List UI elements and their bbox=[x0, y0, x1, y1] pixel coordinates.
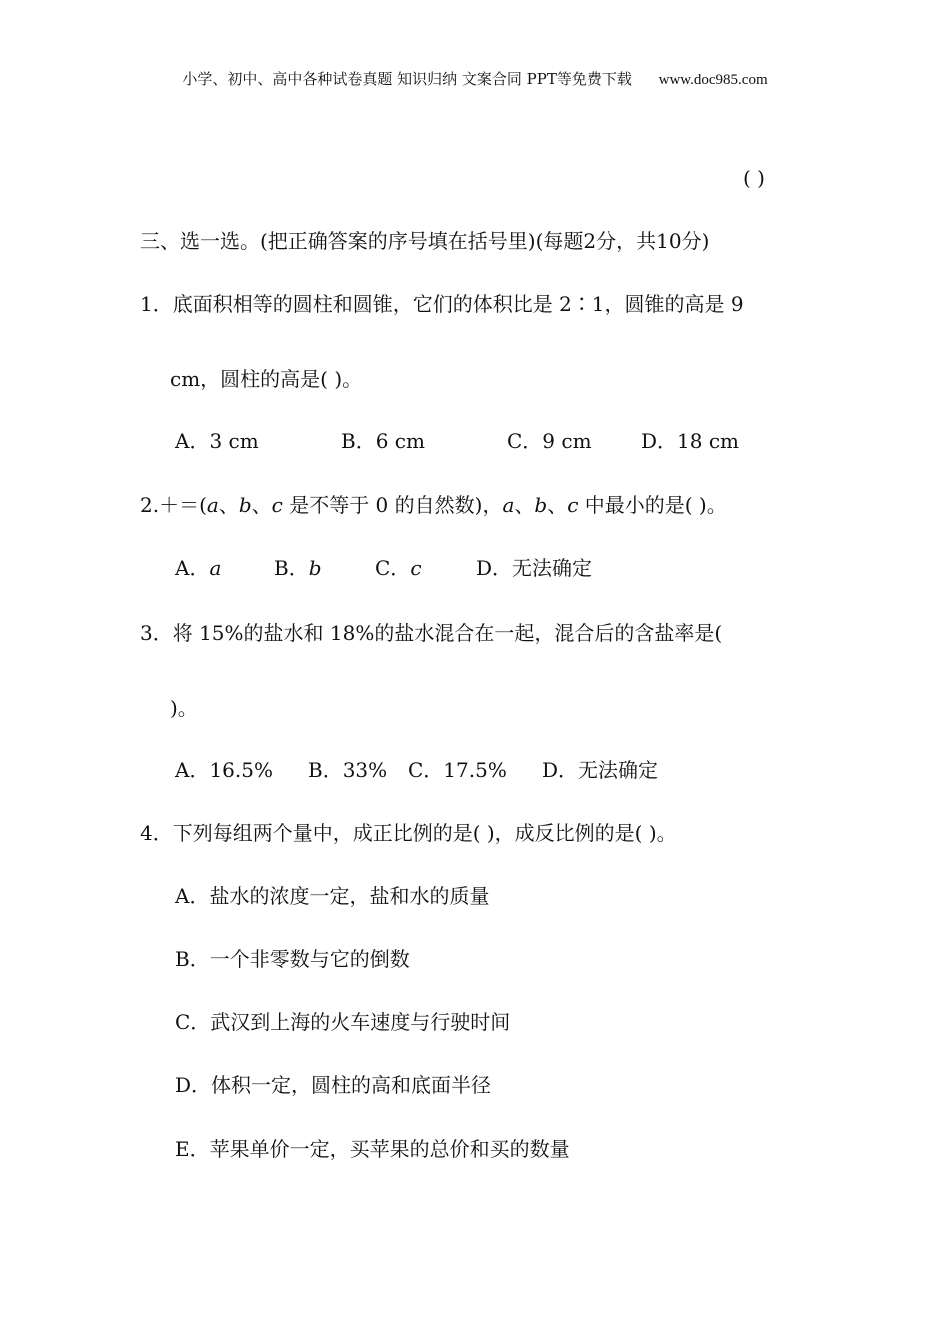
q2-sep: 、 bbox=[251, 493, 272, 517]
option-value: a bbox=[209, 556, 222, 580]
option-c: C．17.5% bbox=[408, 758, 507, 782]
question-1-options bbox=[175, 427, 739, 455]
option-a: A．16.5% bbox=[175, 758, 273, 782]
q2-var-b: b bbox=[238, 493, 252, 517]
option-label: C． bbox=[375, 556, 411, 580]
question-1-line-1: 1．底面积相等的圆柱和圆锥，它们的体积比是 2∶1，圆锥的高是 9 bbox=[140, 292, 744, 316]
option-label: D．无法确定 bbox=[476, 556, 593, 580]
q2-var-c: c bbox=[567, 493, 579, 517]
header-url: www.doc985.com bbox=[658, 72, 768, 88]
question-3-line-1: 3．将 15%的盐水和 18%的盐水混合在一起，混合后的含盐率是( bbox=[140, 621, 723, 645]
q2-suffix: 中最小的是( )。 bbox=[578, 493, 727, 517]
question-1-line-2: cm，圆柱的高是( )。 bbox=[170, 367, 363, 391]
q2-var-b: b bbox=[534, 493, 548, 517]
question-2-options bbox=[175, 554, 592, 582]
q2-var-a: a bbox=[206, 493, 219, 517]
option-c bbox=[375, 554, 476, 582]
q2-mid: 是不等于 0 的自然数)， bbox=[282, 493, 503, 517]
q2-var-a: a bbox=[502, 493, 515, 517]
question-4-option-c: C．武汉到上海的火车速度与行驶时间 bbox=[175, 1010, 511, 1034]
option-b: B．33% bbox=[308, 758, 388, 782]
question-4-option-e: E．苹果单价一定，买苹果的总价和买的数量 bbox=[175, 1137, 570, 1161]
question-4-option-d: D．体积一定，圆柱的高和底面半径 bbox=[175, 1073, 492, 1097]
q2-prefix: 2.＋＝( bbox=[140, 493, 207, 517]
option-a bbox=[175, 554, 274, 582]
option-value: c bbox=[410, 556, 422, 580]
q2-sep: 、 bbox=[218, 493, 239, 517]
question-3-line-2: )。 bbox=[170, 696, 198, 720]
q2-sep: 、 bbox=[514, 493, 535, 517]
option-d: D．18 cm bbox=[641, 429, 740, 453]
option-d bbox=[476, 554, 592, 582]
header-text: 小学、初中、高中各种试卷真题 知识归纳 文案合同 PPT等免费下载 bbox=[182, 70, 632, 88]
section-title: 三、选一选。(把正确答案的序号填在括号里)(每题2分，共10分) bbox=[140, 229, 710, 253]
question-4-option-b: B．一个非零数与它的倒数 bbox=[175, 947, 410, 971]
option-label: A． bbox=[175, 556, 210, 580]
option-value: b bbox=[308, 556, 322, 580]
answer-parenthesis: ( ) bbox=[743, 166, 765, 190]
question-4-option-a: A．盐水的浓度一定，盐和水的质量 bbox=[175, 884, 490, 908]
page-header bbox=[0, 68, 950, 89]
option-label: B． bbox=[274, 556, 309, 580]
option-d: D．无法确定 bbox=[542, 758, 659, 782]
q2-sep: 、 bbox=[547, 493, 568, 517]
option-b: B．6 cm bbox=[341, 429, 425, 453]
option-b bbox=[274, 554, 375, 582]
q2-var-c: c bbox=[271, 493, 283, 517]
question-4-line: 4．下列每组两个量中，成正比例的是( )，成反比例的是( )。 bbox=[140, 821, 677, 845]
question-3-options bbox=[175, 756, 658, 784]
question-2-line bbox=[140, 491, 727, 519]
option-c: C．9 cm bbox=[507, 429, 592, 453]
option-a: A．3 cm bbox=[175, 429, 259, 453]
